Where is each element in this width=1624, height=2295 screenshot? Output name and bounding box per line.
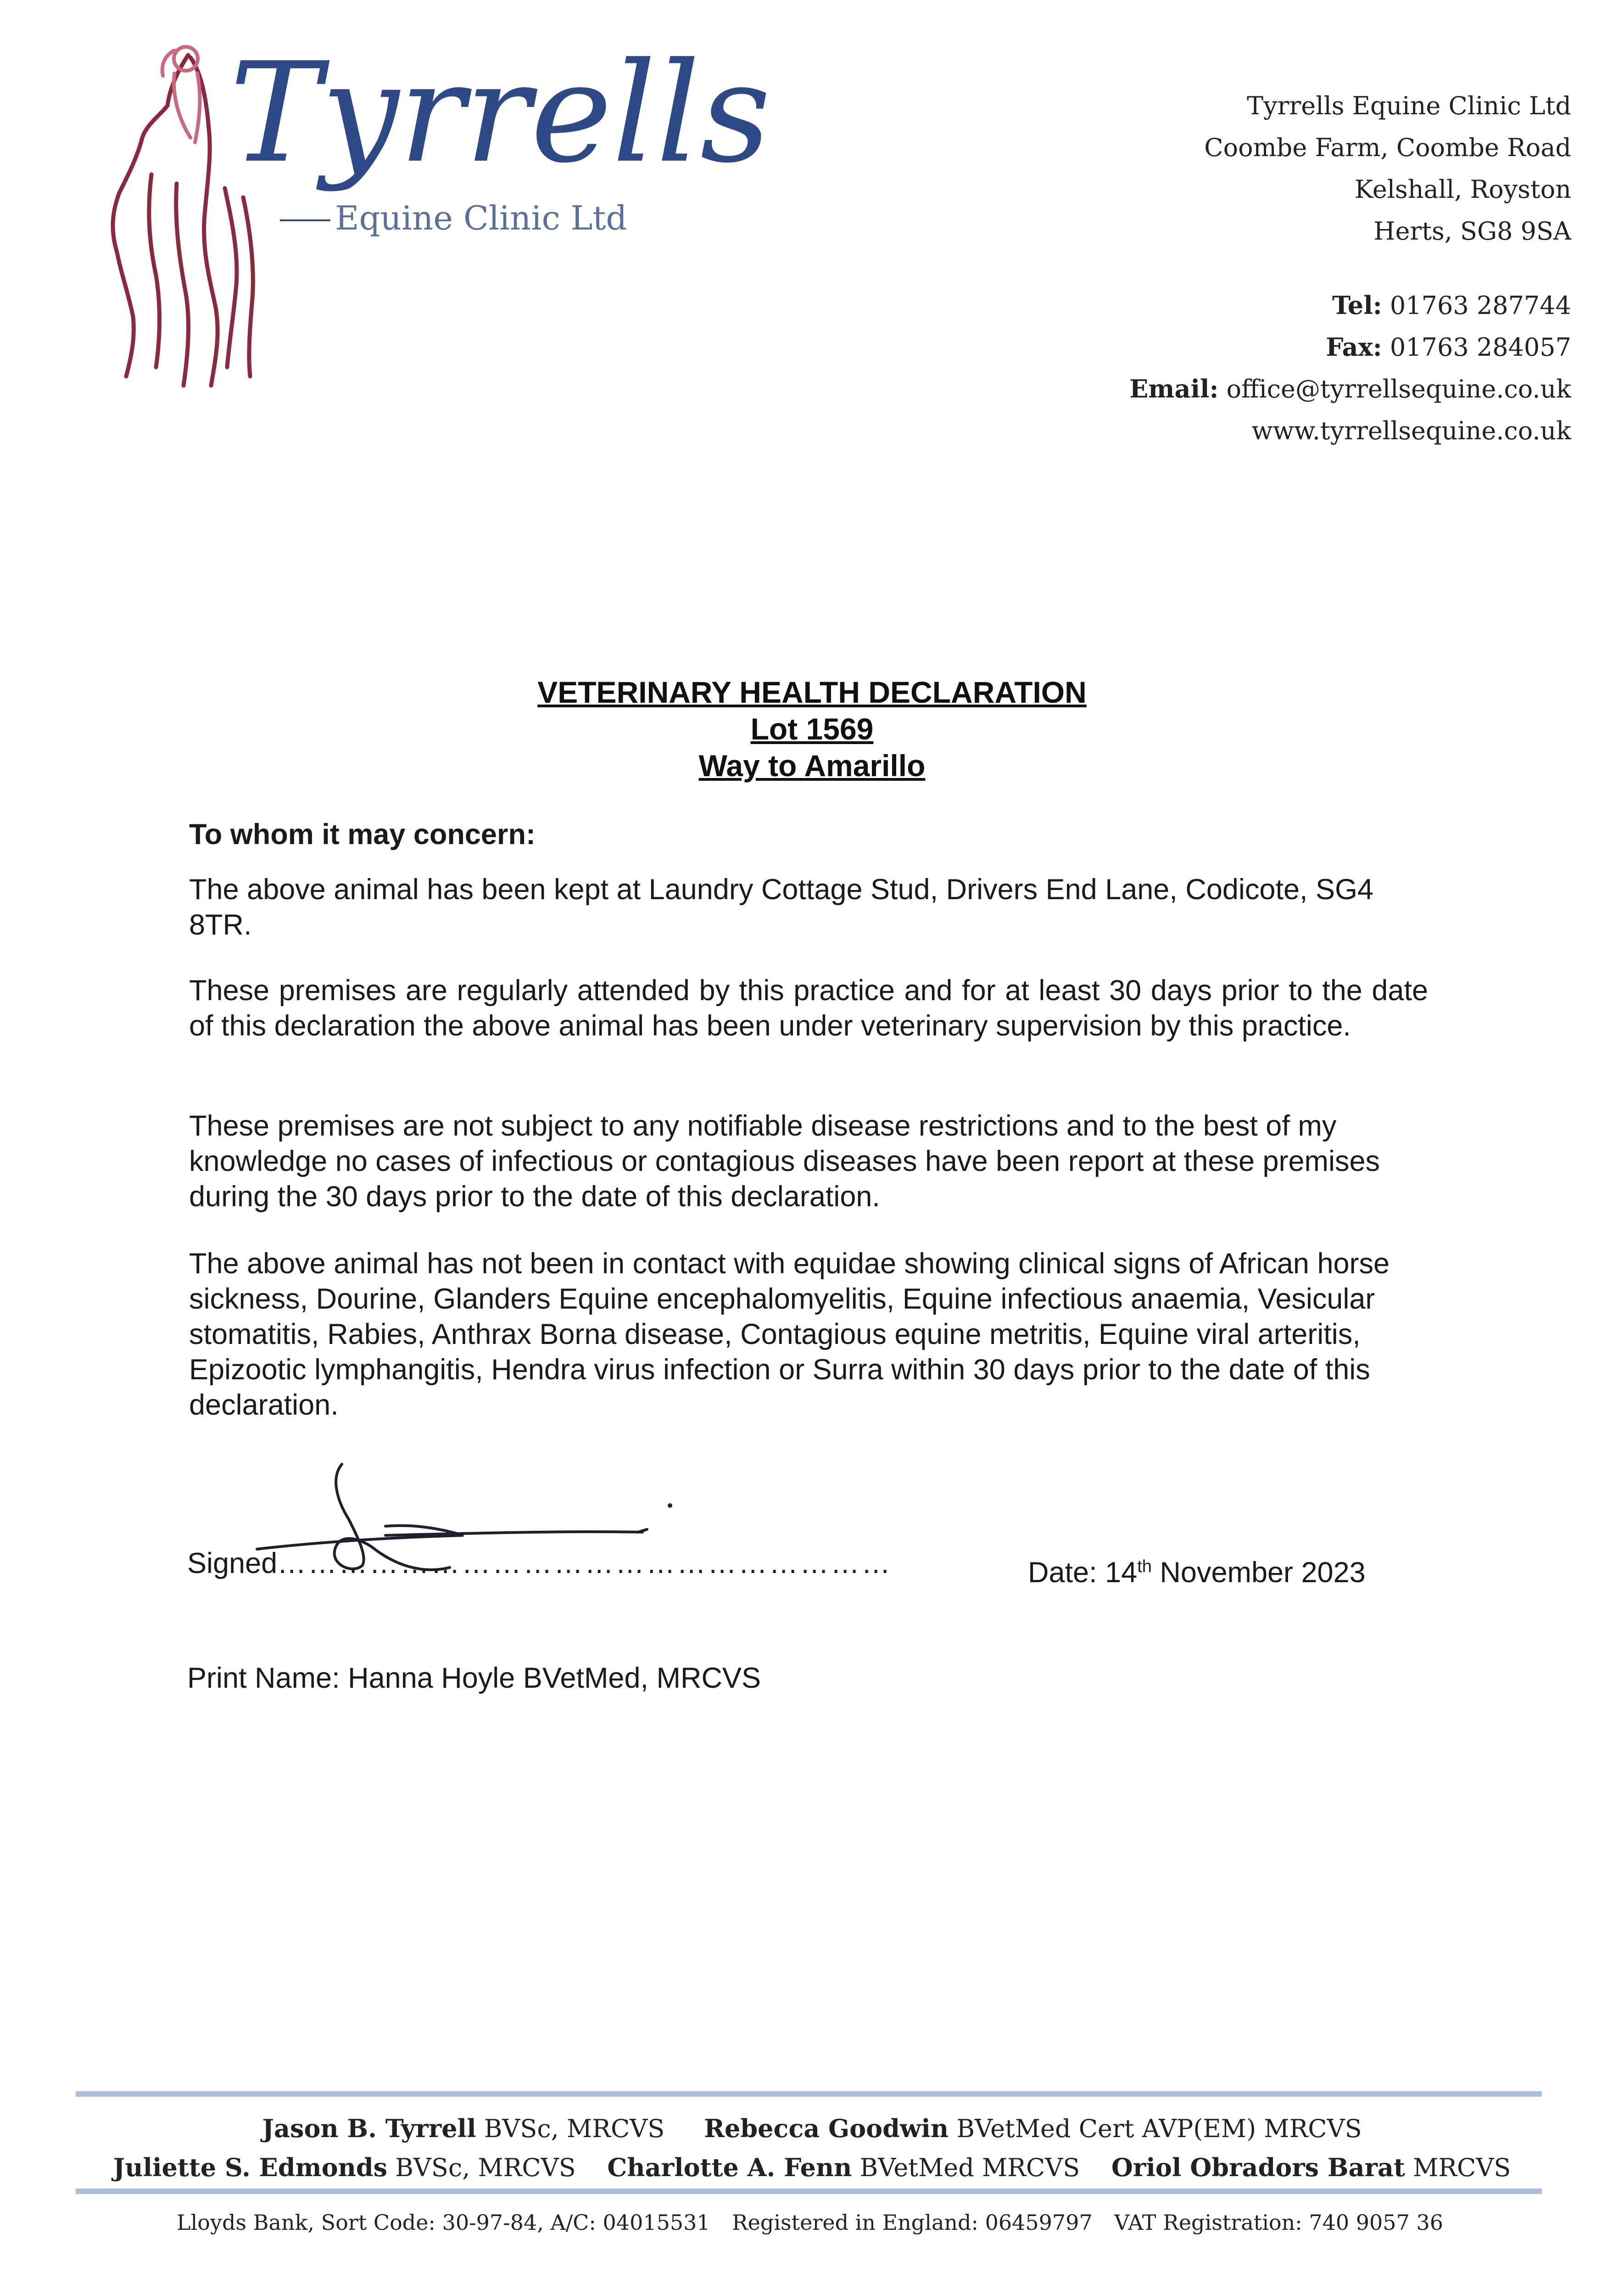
horse-name: Way to Amarillo <box>698 749 926 783</box>
email-value[interactable]: office@tyrrellsequine.co.uk <box>1226 375 1571 403</box>
clinic-address <box>1204 85 1571 252</box>
address-line-4: Herts, SG8 9SA <box>1373 217 1571 246</box>
fax-label: Fax: <box>1326 332 1382 362</box>
vet-quals: BVSc, MRCVS <box>395 2153 576 2182</box>
horse-logo-icon <box>92 33 771 413</box>
fax-value: 01763 284057 <box>1390 333 1571 362</box>
footer-rule-top <box>76 2091 1542 2097</box>
date-rest: November 2023 <box>1160 1556 1366 1589</box>
vet-quals: BVSc, MRCVS <box>484 2114 665 2143</box>
email-line <box>1129 368 1571 410</box>
salutation: To whom it may concern: <box>189 818 536 851</box>
logo-wordmark: Tyrrells <box>229 33 771 193</box>
vat-registration: VAT Registration: 740 9057 36 <box>1114 2210 1443 2235</box>
vets-line-2 <box>0 2153 1624 2182</box>
footer-rule-bottom <box>76 2189 1542 2194</box>
paragraph-3: These premises are not subject to any notifiable disease restrictions and to the best of my knowledge no cases of infectious or contagious diseases have been report at these premises during the 30 days prior to the date of this declaration. <box>189 1110 1380 1213</box>
logo-subtitle: Equine Clinic Ltd <box>335 199 627 237</box>
tel-line <box>1129 285 1571 326</box>
address-line-1: Tyrrells Equine Clinic Ltd <box>1247 91 1571 120</box>
date-day: 14 <box>1105 1556 1138 1589</box>
vets-line-1 <box>0 2114 1624 2143</box>
print-name-line <box>187 1662 761 1695</box>
tel-value: 01763 287744 <box>1390 291 1571 320</box>
tel-label: Tel: <box>1332 291 1382 320</box>
lot-number: Lot 1569 <box>750 712 874 746</box>
paragraph-4: The above animal has not been in contact with equidae showing clinical signs of African horse sickness, Dourine, Glanders Equine encephalomyelitis, Equine infectious anaemia, Vesicular stomatitis, Rabies, Anthrax Borna disease, Contagious equine metritis, Equine viral arteritis, Epizootic lymphangitis, Hendra virus infection or Surra within 30 days prior to the date of this declaration. <box>189 1248 1390 1421</box>
vet-name: Charlotte A. Fenn <box>607 2153 852 2182</box>
print-name-label: Print Name: <box>187 1662 340 1694</box>
signed-label: Signed <box>187 1547 278 1579</box>
company-registration: Registered in England: 06459797 <box>732 2210 1093 2235</box>
footer-registration <box>177 2210 1443 2235</box>
vet-quals: BVetMed Cert AVP(EM) MRCVS <box>956 2114 1362 2143</box>
fax-line <box>1129 326 1571 368</box>
date-line <box>1028 1556 1366 1589</box>
address-line-3: Kelshall, Royston <box>1354 175 1571 204</box>
declaration-title: VETERINARY HEALTH DECLARATION <box>537 675 1087 709</box>
date-label: Date: <box>1028 1556 1097 1589</box>
vet-name: Rebecca Goodwin <box>704 2114 949 2143</box>
print-name-value: Hanna Hoyle BVetMed, MRCVS <box>348 1662 761 1694</box>
website-line[interactable]: www.tyrrellsequine.co.uk <box>1251 416 1571 445</box>
vet-quals: MRCVS <box>1413 2153 1511 2182</box>
vet-quals: BVetMed MRCVS <box>859 2153 1080 2182</box>
address-line-2: Coombe Farm, Coombe Road <box>1204 133 1571 162</box>
vet-name: Oriol Obradors Barat <box>1111 2153 1405 2182</box>
signature-dots: …………………………………………………… <box>277 1547 893 1579</box>
clinic-logo <box>92 33 771 413</box>
signed-line <box>187 1547 892 1580</box>
email-label: Email: <box>1129 374 1219 403</box>
vet-name: Jason B. Tyrrell <box>262 2114 476 2143</box>
paragraph-2: These premises are regularly attended by this practice and for at least 30 days prior to the date of this declaration the above animal has been under veterinary supervision by this practice. <box>189 974 1428 1042</box>
bank-details: Lloyds Bank, Sort Code: 30-97-84, A/C: 04015531 <box>177 2210 710 2235</box>
clinic-contact <box>1129 285 1571 452</box>
vet-name: Juliette S. Edmonds <box>113 2153 388 2182</box>
paragraph-1: The above animal has been kept at Laundry Cottage Stud, Drivers End Lane, Codicote, SG4 8TR. <box>189 873 1374 941</box>
date-suffix: th <box>1137 1557 1152 1576</box>
